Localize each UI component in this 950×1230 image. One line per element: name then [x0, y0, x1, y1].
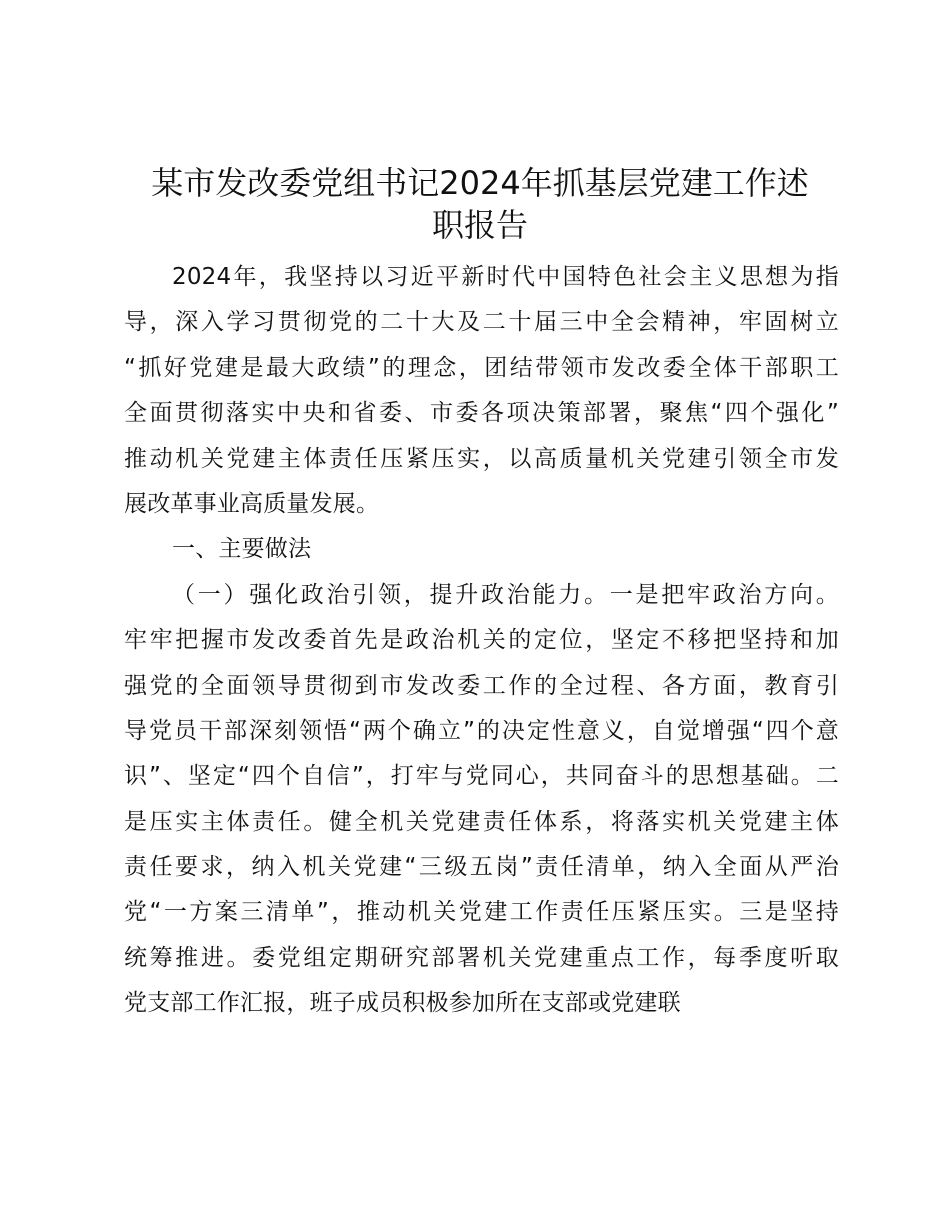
- text-line: 导，深入学习贯彻党的二十大及二十届三中全会精神，牢固树立: [124, 309, 839, 336]
- text-line: 强党的全面领导贯彻到市发改委工作的全过程、各方面，教育引: [124, 672, 839, 699]
- text-line: 2024年，我坚持以习近平新时代中国特色社会主义思想为指: [172, 264, 839, 290]
- text-line: 识”、坚定“四个自信”，打牢与党同心，共同奋斗的思想基础。二: [124, 763, 839, 790]
- title-line: 某市发改委党组书记2024年抓基层党建工作述: [151, 164, 809, 202]
- section-heading: [124, 527, 839, 572]
- text-line: 责任要求，纳入机关党建“三级五岗”责任清单，纳入全面从严治: [124, 854, 839, 881]
- paragraph-intro: [124, 255, 839, 527]
- text-line: 推动机关党建主体责任压紧压实，以高质量机关党建引领全市发: [124, 445, 839, 472]
- text-line: 牢牢把握市发改委首先是政治机关的定位，坚定不移把坚持和加: [124, 627, 839, 654]
- text-line: “抓好党建是最大政绩”的理念，团结带领市发改委全体干部职工: [124, 354, 839, 381]
- document-body: [124, 255, 839, 1027]
- text-line: 党支部工作汇报，班子成员积极参加所在支部或党建联: [124, 990, 681, 1017]
- text-line: 党“一方案三清单”，推动机关党建工作责任压紧压实。三是坚持: [124, 899, 839, 926]
- text-line: 是压实主体责任。健全机关党建责任体系，将落实机关党建主体: [124, 808, 839, 835]
- heading-line: 一、主要做法: [172, 536, 312, 563]
- text-line: 全面贯彻落实中央和省委、市委各项决策部署，聚焦“四个强化”: [124, 400, 839, 427]
- text-line: 展改革事业高质量发展。: [124, 490, 380, 517]
- paragraph-subsection-1: [124, 573, 839, 1027]
- text-line: 统筹推进。委党组定期研究部署机关党建重点工作，每季度听取: [124, 944, 839, 971]
- text-line: 导党员干部深刻领悟“两个确立”的决定性意义，自觉增强“四个意: [124, 717, 839, 744]
- title-line: 职报告: [431, 206, 528, 244]
- document-title: [120, 162, 840, 246]
- text-line: （一）强化政治引领，提升政治能力。一是把牢政治方向。: [172, 581, 839, 608]
